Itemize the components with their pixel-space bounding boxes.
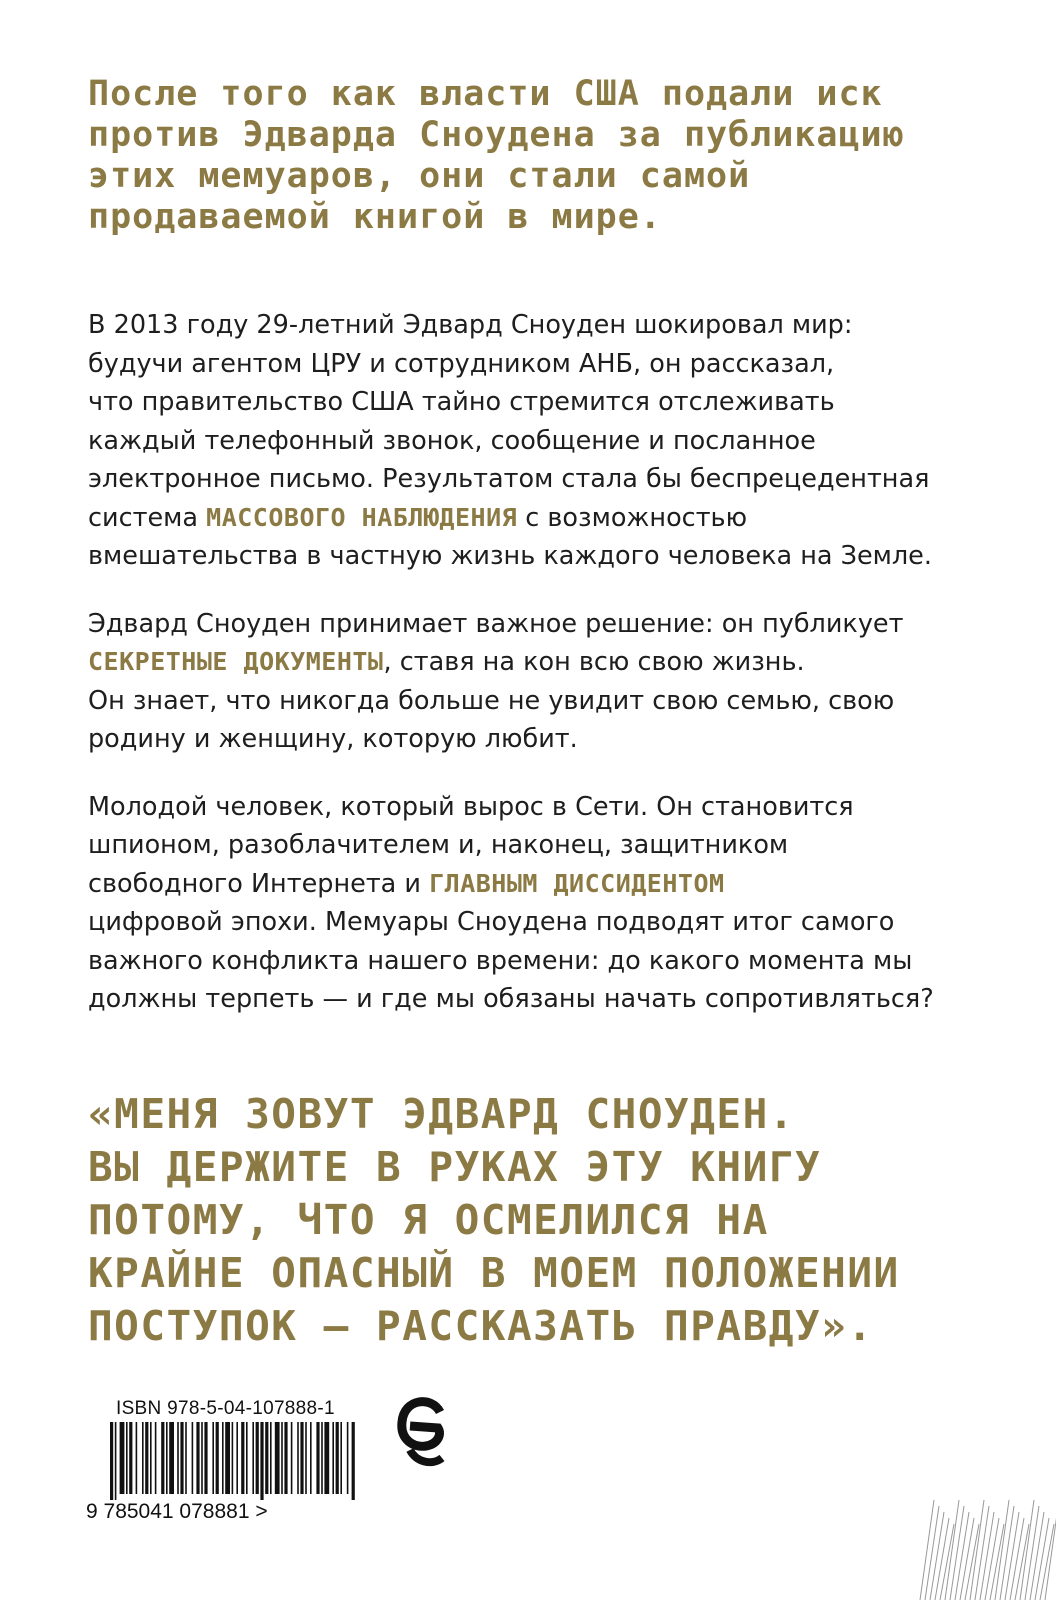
headline-line: этих мемуаров, они стали самой <box>88 156 751 196</box>
barcode-bar <box>305 1422 307 1494</box>
barcode-bar <box>115 1422 117 1500</box>
quote-line: «МЕНЯ ЗОВУТ ЭДВАРД СНОУДЕН. <box>88 1090 795 1138</box>
barcode-bar <box>281 1422 283 1494</box>
description-paragraph-3 <box>88 788 988 1019</box>
barcode-bar <box>225 1422 230 1494</box>
text-line: важного конфликта нашего времени: до какого момента мы <box>88 945 913 976</box>
description-paragraph-1 <box>88 306 988 576</box>
barcode-bar <box>336 1422 339 1494</box>
barcode-bar <box>352 1422 355 1500</box>
barcode-bar <box>347 1422 349 1494</box>
barcode-bar <box>180 1422 183 1494</box>
decorative-sketch <box>880 1440 1056 1600</box>
barcode-bar <box>300 1422 303 1494</box>
highlight-secret-documents: СЕКРЕТНЫЕ ДОКУМЕНТЫ <box>88 647 384 676</box>
barcode-bar <box>256 1422 259 1494</box>
text-fragment: система <box>88 502 199 533</box>
headline-line: против Эдварда Сноудена за публикацию <box>88 115 905 155</box>
barcode <box>110 1422 360 1500</box>
barcode-bar <box>232 1422 234 1494</box>
quote-line: ПОТОМУ, ЧТО Я ОСМЕЛИЛСЯ НА <box>88 1196 769 1244</box>
barcode-bar <box>204 1422 207 1494</box>
text-line: каждый телефонный звонок, сообщение и посланное <box>88 425 816 456</box>
barcode-bar <box>340 1422 342 1494</box>
text-line: что правительство США тайно стремится отслеживать <box>88 387 835 417</box>
barcode-bar <box>212 1422 214 1494</box>
barcode-bar <box>291 1422 293 1494</box>
barcode-bar <box>126 1422 128 1494</box>
barcode-bar <box>246 1422 248 1494</box>
sketch-stroke <box>1045 1500 1056 1600</box>
barcode-bar <box>265 1422 268 1494</box>
text-fragment: свободного Интернета и <box>88 868 421 899</box>
barcode-bar <box>332 1422 334 1494</box>
barcode-bar <box>196 1422 199 1494</box>
text-line: вмешательства в частную жизнь каждого человека на Земле. <box>88 541 932 571</box>
barcode-bar <box>185 1422 187 1494</box>
barcode-bar <box>177 1422 179 1494</box>
barcode-bar <box>324 1422 329 1494</box>
barcode-bar <box>145 1422 148 1494</box>
text-line: Эдвард Сноуден принимает важное решение: он публикует <box>88 608 904 639</box>
barcode-bar <box>284 1422 287 1494</box>
barcode-bar <box>161 1422 164 1494</box>
barcode-bar <box>166 1422 168 1494</box>
barcode-bar <box>129 1422 132 1494</box>
barcode-bar <box>120 1422 125 1494</box>
text-line: шпионом, разоблачителем и, наконец, защитником <box>88 830 789 860</box>
text-line: цифровой эпохи. Мемуары Сноудена подводят итог самого <box>88 907 895 937</box>
text-line <box>88 643 988 682</box>
barcode-bar <box>310 1422 312 1494</box>
isbn-label: ISBN 978-5-04-107888-1 <box>116 1398 335 1419</box>
barcode-bar <box>316 1422 319 1494</box>
text-line <box>88 865 988 904</box>
headline-line: продаваемой книгой в мире. <box>88 197 662 237</box>
text-fragment: , ставя на кон всю свою жизнь. <box>383 647 805 677</box>
barcode-bar <box>150 1422 152 1494</box>
barcode-bar <box>222 1422 224 1494</box>
barcode-bar <box>241 1422 244 1494</box>
barcode-digits: 9 785041 078881 > <box>86 1500 268 1523</box>
barcode-bar <box>169 1422 174 1494</box>
text-line: Он знает, что никогда больше не увидит свою семью, свою <box>88 685 895 716</box>
quote-line: КРАЙНЕ ОПАСНЫЙ В МОЕМ ПОЛОЖЕНИИ <box>88 1249 900 1297</box>
description-body <box>88 306 988 1048</box>
barcode-bar <box>142 1422 144 1494</box>
barcode-bar <box>260 1422 263 1500</box>
quote-line: ВЫ ДЕРЖИТЕ В РУКАХ ЭТУ КНИГУ <box>88 1143 822 1191</box>
snowden-quote <box>88 1088 1038 1353</box>
text-line: Молодой человек, который вырос в Сети. Он становится <box>88 791 854 822</box>
barcode-bar <box>192 1422 194 1494</box>
barcode-bar <box>155 1422 157 1494</box>
barcode-bar <box>321 1422 323 1494</box>
barcode-bar <box>252 1422 254 1494</box>
barcode-bar <box>236 1422 238 1494</box>
text-line <box>88 499 988 538</box>
barcode-bar <box>216 1422 219 1494</box>
barcode-bar <box>201 1422 203 1494</box>
barcode-bar <box>297 1422 299 1494</box>
barcode-bar <box>275 1422 280 1494</box>
text-line: должны терпеть — и где мы обязаны начать сопротивляться? <box>88 984 934 1014</box>
text-line: родину и женщину, которую любит. <box>88 724 578 754</box>
barcode-bar <box>270 1422 272 1494</box>
text-fragment: с возможностью <box>525 502 748 533</box>
text-line: электронное письмо. Результатом стала бы беспрецедентная <box>88 464 930 494</box>
barcode-bar <box>136 1422 138 1494</box>
highlight-mass-surveillance: МАССОВОГО НАБЛЮДЕНИЯ <box>206 502 518 532</box>
eksmo-logo-icon <box>392 1390 452 1474</box>
text-line: В 2013 году 29-летний Эдвард Сноуден шокировал мир: <box>88 310 853 340</box>
quote-line: ПОСТУПОК – РАССКАЗАТЬ ПРАВДУ». <box>88 1302 874 1350</box>
description-paragraph-2 <box>88 605 988 759</box>
headline-line: После того как власти США подали иск <box>88 74 883 114</box>
text-line: будучи агентом ЦРУ и сотрудником АНБ, он рассказал, <box>88 348 835 379</box>
barcode-bar <box>110 1422 113 1500</box>
back-cover-headline <box>88 74 1028 238</box>
highlight-main-dissident: ГЛАВНЫМ ДИССИДЕНТОМ <box>429 868 725 898</box>
